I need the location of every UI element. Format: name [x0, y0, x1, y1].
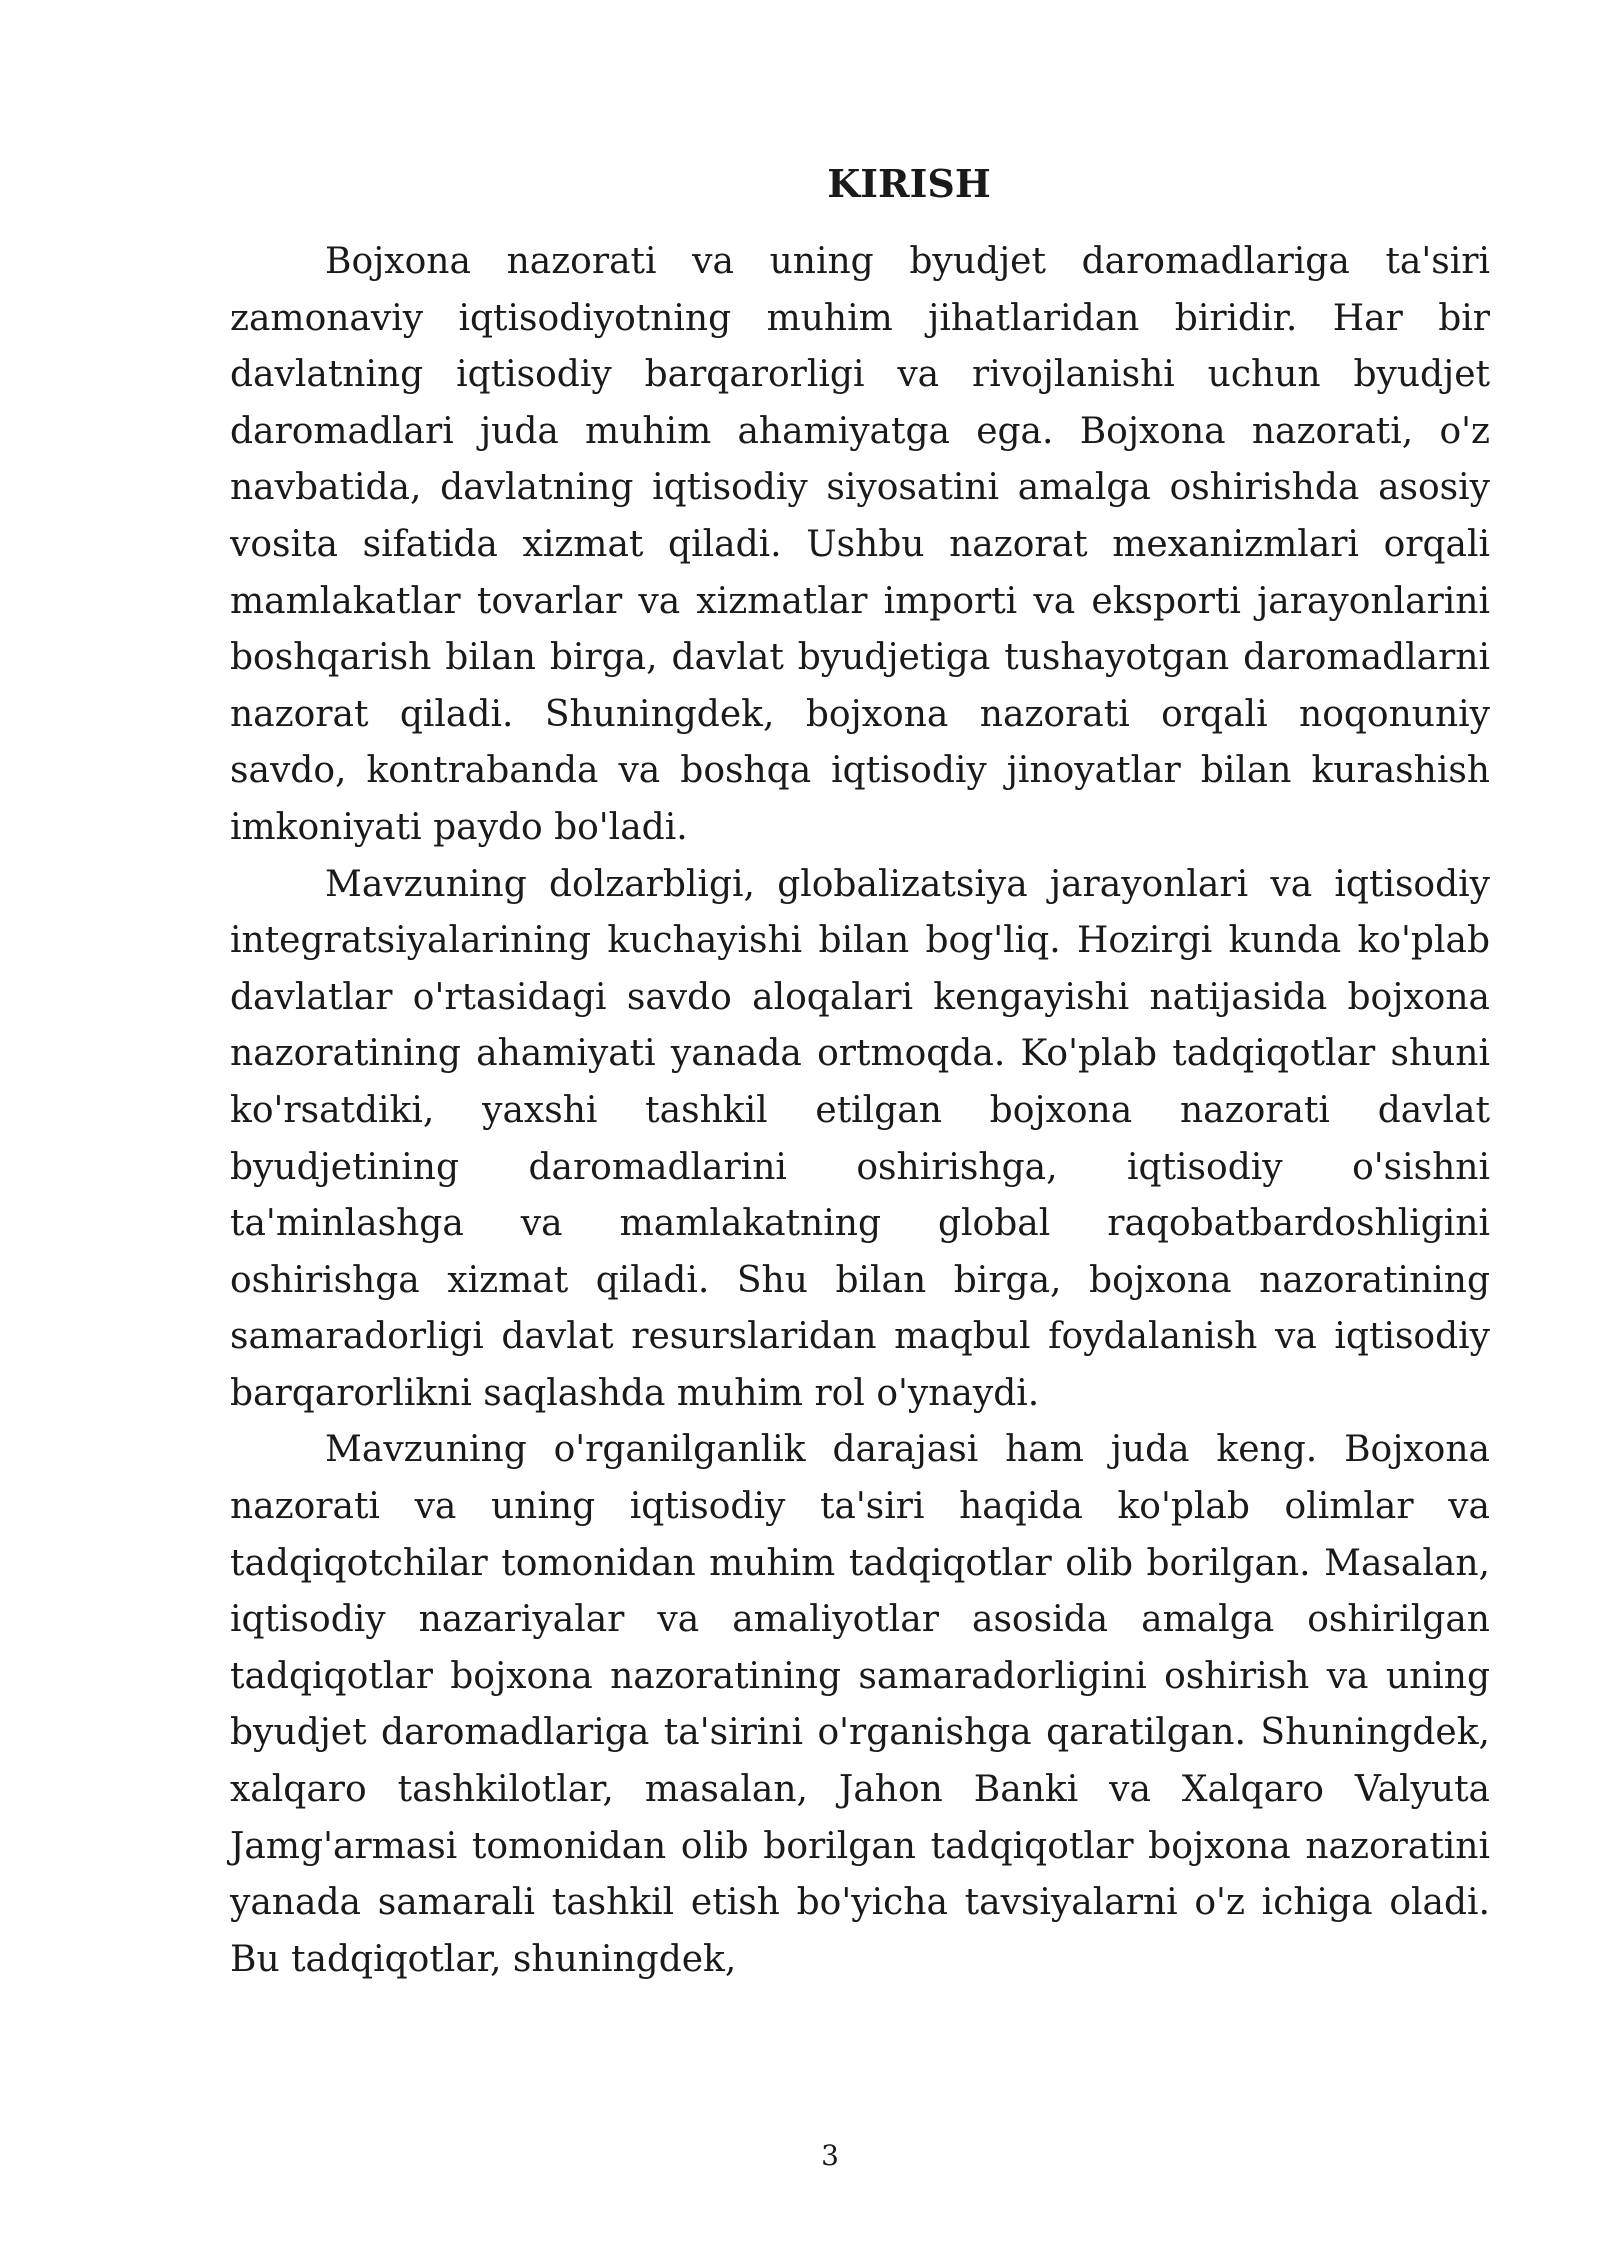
page-number: 3	[821, 2139, 839, 2172]
section-title: KIRISH	[827, 161, 991, 206]
paragraph-research-degree: Mavzuning o'rganilganlik darajasi ham juda keng. Bojxona nazorati va uning iqtisodiy ta'siri haqida ko'plab olimlar va tadqiqotchilar tomonidan muhim tadqiqotlar olib borilgan. Masalan, iqtisodiy nazariyalar va amaliyotlar asosida amalga oshirilgan tadqiqotlar bojxona nazoratining samaradorligini oshirish va uning byudjet daromadlariga ta'sirini o'rganishga qaratilgan. Shuningdek, xalqaro tashkilotlar, masalan, Jahon Banki va Xalqaro Valyuta Jamg'armasi tomonidan olib borilgan tadqiqotlar bojxona nazoratini yanada samarali tashkil etish bo'yicha tavsiyalarni o'z ichiga oladi. Bu tadqiqotlar, shuningdek,	[230, 1429, 1490, 1980]
document-body	[230, 160, 1490, 1988]
paragraph-relevance: Mavzuning dolzarbligi, globalizatsiya jarayonlari va iqtisodiy integratsiyalarining kuchayishi bilan bog'liq. Hozirgi kunda ko'plab davlatlar o'rtasidagi savdo aloqalari kengayishi natijasida bojxona nazoratining ahamiyati yanada ortmoqda. Ko'plab tadqiqotlar shuni ko'rsatdiki, yaxshi tashkil etilgan bojxona nazorati davlat byudjetining daromadlarini oshirishga, iqtisodiy o'sishni ta'minlashga va mamlakatning global raqobatbardoshligini oshirishga xizmat qiladi. Shu bilan birga, bojxona nazoratining samaradorligi davlat resurslaridan maqbul foydalanish va iqtisodiy barqarorlikni saqlashda muhim rol o'ynaydi.	[230, 863, 1490, 1414]
paragraph-intro: Bojxona nazorati va uning byudjet daromadlariga ta'siri zamonaviy iqtisodiyotning muhim jihatlaridan biridir. Har bir davlatning iqtisodiy barqarorligi va rivojlanishi uchun byudjet daromadlari juda muhim ahamiyatga ega. Bojxona nazorati, o'z navbatida, davlatning iqtisodiy siyosatini amalga oshirishda asosiy vosita sifatida xizmat qiladi. Ushbu nazorat mexanizmlari orqali mamlakatlar tovarlar va xizmatlar importi va eksporti jarayonlarini boshqarish bilan birga, davlat byudjetiga tushayotgan daromadlarni nazorat qiladi. Shuningdek, bojxona nazorati orqali noqonuniy savdo, kontrabanda va boshqa iqtisodiy jinoyatlar bilan kurashish imkoniyati paydo bo'ladi.	[230, 241, 1490, 848]
